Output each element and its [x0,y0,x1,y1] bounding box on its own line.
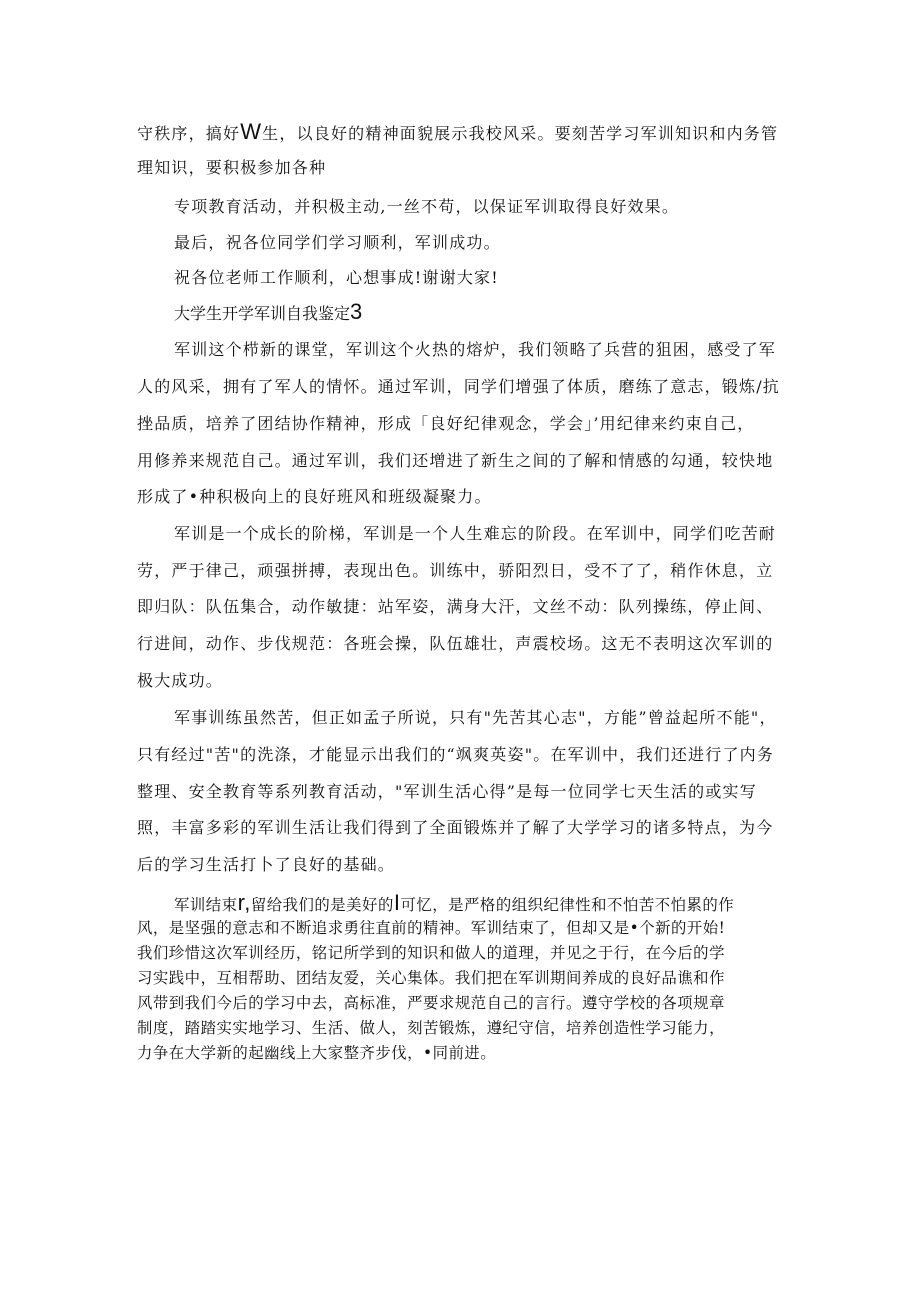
text-line: 照，丰富多彩的军训生活让我们得到了全面锻炼并了解了大学学习的诸多特点，为今 [137,818,774,837]
section-heading: 大学生开学军训自我鉴定3 [174,299,363,324]
text-line: 理知识，要积极参加各种 [137,158,327,177]
text-line: 人的风采，拥有了军人的情怀。通过军训，同学们增强了体质，磨练了意志，锻炼/抗 [137,377,780,396]
text-line: 极大成功。 [137,671,224,690]
text-line: 我们珍惜这次军训经历，铭记所学到的知识和做人的道理，并见之于行，在今后的学 [137,944,725,962]
text-line: 后的学习生活打卜了良好的基础。 [137,855,396,874]
text-line: 力争在大学新的起幽线上大家整齐步伐，•同前进。 [137,1044,497,1062]
text-line: 风带到我们今后的学习中去，高标准，严要求规范自己的言行。遵守学校的各项规章 [137,994,725,1012]
text-line: 用修养来规范自己。通过军训，我们还增进了新生之间的了解和情感的勾通，较快地 [137,451,774,470]
text-line: 只有经过"苦"的洗涤，才能显示出我们的“飒爽英姿"。在军训中，我们还进行了内务 [137,745,775,764]
text-line: 军训这个栉新的课堂，军训这个火热的熔炉，我们领略了兵营的狙困，感受了军 [174,340,777,359]
text-line: 整理、安全教育等系列教育活动，"军训生活心得”是每一位同学七天生活的或实写 [137,782,757,801]
text-line: 行进间，动作、步伐规范：各班会操，队伍雄壮，声震校场。这无不表明这次军训的 [137,634,774,653]
text-line: 劳，严于律己，顽强拼搏，表现出色。训练中，骄阳烈日，受不了了，稍作休息，立 [137,561,774,580]
text-line: 最后，祝各位同学们学习顺利，军训成功。 [174,233,501,252]
text-line: 风，是坚强的意志和不断追求勇往直前的精神。军训结束了，但却又是•个新的开始! [137,919,726,937]
text-line: 军事训练虽然苦，但正如孟子所说，只有"先苦其心志"，方能”曾益起所不能"， [174,708,777,727]
text-line: 即归队：队伍集合，动作敏捷：站军姿，满身大汗，文丝不动：队列操练，停止间、 [137,597,774,616]
text-line: 形成了•种积极向上的良好班风和班级凝聚力。 [137,487,492,506]
text-line: 军训是一个成长的阶梯，军训是一个人生难忘的阶段。在军训中，同学们吃苦耐 [174,524,777,543]
text-line: 制度，踏踏实实地学习、生活、做人，刻苦锻炼，遵纪守信，培养创造性学习能力， [137,1019,725,1037]
text-line: 祝各位老师工作顺利，心想事成!谢谢大家! [174,268,499,287]
text-line: 军训结束r,留给我们的是美好的I可忆，是严格的组织纪律性和不怕苦不怕累的作 [174,890,735,915]
text-line: 专项教育活动，并积极主动,一丝不苟，以保证军训取得良好效果。 [174,197,680,216]
text-line: 挫品质，培养了团结协作精神，形成「良好纪律观念，学会」’用纪律来约束自己， [137,414,755,433]
text-line: 习实践中，互相帮助、团结友爱，关心集体。我们把在军训期间养成的良好品谯和作 [137,969,725,987]
text-line: 守秩序，搞好W生，以良好的精神面貌展示我校风采。要刻苦学习军训知识和内务管 [137,119,779,144]
